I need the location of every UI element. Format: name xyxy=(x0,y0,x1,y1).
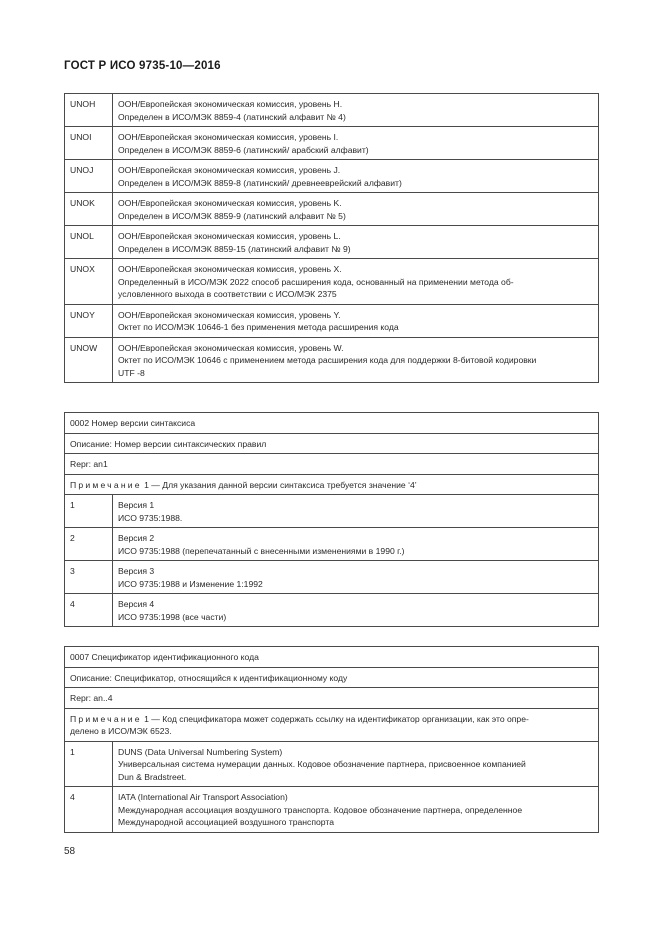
description-line: ООН/Европейская экономическая комиссия, уровень Y. xyxy=(118,309,341,320)
description-line: ООН/Европейская экономическая комиссия, уровень I. xyxy=(118,132,339,142)
id-code-qualifier-table xyxy=(64,646,599,833)
code-cell: 2 xyxy=(65,528,113,561)
table-row xyxy=(65,160,599,193)
description-line: Универсальная система нумерации данных. Кодовое обозначение партнера, присвоенное компанией xyxy=(118,759,526,769)
code-cell: UNOW xyxy=(65,337,113,383)
description-cell xyxy=(113,594,599,627)
syntax-version-rows xyxy=(65,495,599,627)
note-line xyxy=(70,713,593,726)
description-line: ООН/Европейская экономическая комиссия, уровень J. xyxy=(118,165,341,175)
code-cell: 1 xyxy=(65,495,113,528)
description-cell xyxy=(113,528,599,561)
description-line: ООН/Европейская экономическая комиссия, уровень W. xyxy=(118,342,344,353)
table-note-row xyxy=(65,474,599,495)
description-line: ИСО 9735:1988. xyxy=(118,512,183,523)
id-code-qualifier-title: 0007 Спецификатор идентификационного кода xyxy=(65,647,599,668)
table-row xyxy=(65,787,599,833)
description-line: Определен в ИСО/МЭК 8859-4 (латинский алфавит № 4) xyxy=(118,111,346,122)
table-row xyxy=(65,741,599,787)
description-cell xyxy=(113,94,599,127)
table-row xyxy=(65,94,599,127)
note-label: Примечание xyxy=(70,479,142,490)
code-cell: UNOJ xyxy=(65,160,113,193)
description-line: Версия 2 xyxy=(118,533,155,543)
syntax-version-description: Описание: Номер версии синтаксических правил xyxy=(65,433,599,454)
description-line: Международная ассоциация воздушного транспорта. Кодовое обозначение партнера, определенное xyxy=(118,804,523,815)
document-header-title: ГОСТ Р ИСО 9735-10—2016 xyxy=(64,60,221,72)
syntax-version-table xyxy=(64,412,599,627)
table-row xyxy=(65,594,599,627)
description-line: ООН/Европейская экономическая комиссия, уровень K. xyxy=(118,198,342,208)
id-code-qualifier-note xyxy=(65,708,599,741)
table-row xyxy=(65,193,599,226)
description-cell xyxy=(113,495,599,528)
description-cell xyxy=(113,787,599,833)
note-line: делено в ИСО/МЭК 6523. xyxy=(70,726,172,736)
code-cell: UNOK xyxy=(65,193,113,226)
table-description-row xyxy=(65,433,599,454)
description-cell xyxy=(113,193,599,226)
description-line: Определен в ИСО/МЭК 8859-8 (латинский/ древнееврейский алфавит) xyxy=(118,177,402,188)
note-label: Примечание xyxy=(70,713,142,724)
description-line: ИСО 9735:1998 (все части) xyxy=(118,611,227,622)
table-description-row xyxy=(65,667,599,688)
table-row xyxy=(65,127,599,160)
code-cell: 4 xyxy=(65,787,113,833)
id-code-qualifier-rows xyxy=(65,741,599,832)
description-line: IATA (International Air Transport Association) xyxy=(118,792,288,802)
code-cell: UNOL xyxy=(65,226,113,259)
description-line: UTF -8 xyxy=(118,367,145,378)
table-row xyxy=(65,495,599,528)
id-code-qualifier-repr: Repr: an..4 xyxy=(65,688,599,709)
description-line: ИСО 9735:1988 (перепечатанный с внесенными изменениями в 1990 г.) xyxy=(118,545,405,556)
table-row xyxy=(65,226,599,259)
code-cell: UNOY xyxy=(65,304,113,337)
code-cell: UNOI xyxy=(65,127,113,160)
description-cell xyxy=(113,160,599,193)
description-cell xyxy=(113,337,599,383)
id-code-qualifier-description: Описание: Спецификатор, относящийся к идентификационному коду xyxy=(65,667,599,688)
table-repr-row xyxy=(65,688,599,709)
description-line: условленного выхода в соответствии с ИСО/МЭК 2375 xyxy=(118,289,337,299)
charset-code-table xyxy=(64,93,599,383)
table-row xyxy=(65,304,599,337)
syntax-version-title: 0002 Номер версии синтаксиса xyxy=(65,413,599,434)
description-cell xyxy=(113,127,599,160)
description-line: ИСО 9735:1988 и Изменение 1:1992 xyxy=(118,578,263,589)
description-line: Октет по ИСО/МЭК 10646 с применением метода расширения кода для поддержки 8-битовой кодировки xyxy=(118,355,537,365)
description-line: Октет по ИСО/МЭК 10646-1 без применения метода расширения кода xyxy=(118,322,399,332)
note-text: 1 — Для указания данной версии синтаксиса требуется значение ‘4’ xyxy=(141,479,417,490)
description-line: Определен в ИСО/МЭК 8859-15 (латинский алфавит № 9) xyxy=(118,243,351,254)
charset-code-table-body xyxy=(65,94,599,383)
syntax-version-note xyxy=(65,474,599,495)
table-row xyxy=(65,259,599,305)
description-cell xyxy=(113,226,599,259)
description-line: ООН/Европейская экономическая комиссия, уровень L. xyxy=(118,231,341,241)
code-cell: UNOH xyxy=(65,94,113,127)
syntax-version-repr: Repr: an1 xyxy=(65,454,599,475)
code-cell: 3 xyxy=(65,561,113,594)
description-cell xyxy=(113,561,599,594)
description-cell xyxy=(113,741,599,787)
table-row xyxy=(65,561,599,594)
description-line: Определенный в ИСО/МЭК 2022 способ расширения кода, основанный на применении метода об- xyxy=(118,276,514,287)
description-line: Определен в ИСО/МЭК 8859-9 (латинский алфавит № 5) xyxy=(118,210,346,221)
description-line: ООН/Европейская экономическая комиссия, уровень H. xyxy=(118,99,343,109)
code-cell: 4 xyxy=(65,594,113,627)
code-cell: UNOX xyxy=(65,259,113,305)
table-repr-row xyxy=(65,454,599,475)
description-line: Dun & Bradstreet. xyxy=(118,771,187,782)
table-title-row xyxy=(65,413,599,434)
description-line: Определен в ИСО/МЭК 8859-6 (латинский/ арабский алфавит) xyxy=(118,144,369,155)
description-cell xyxy=(113,259,599,305)
table-note-row xyxy=(65,708,599,741)
table-row xyxy=(65,337,599,383)
page-number: 58 xyxy=(64,846,76,857)
note-text: 1 — Код спецификатора может содержать ссылку на идентификатор организации, как это опре- xyxy=(141,713,529,724)
description-line: Версия 1 xyxy=(118,500,155,510)
description-line: ООН/Европейская экономическая комиссия, уровень X. xyxy=(118,264,342,274)
code-cell: 1 xyxy=(65,741,113,787)
description-line: Версия 4 xyxy=(118,599,155,609)
description-cell xyxy=(113,304,599,337)
description-line: Версия 3 xyxy=(118,566,155,576)
table-title-row xyxy=(65,647,599,668)
description-line: DUNS (Data Universal Numbering System) xyxy=(118,746,283,757)
description-line: Международной ассоциацией воздушного транспорта xyxy=(118,817,334,827)
table-row xyxy=(65,528,599,561)
